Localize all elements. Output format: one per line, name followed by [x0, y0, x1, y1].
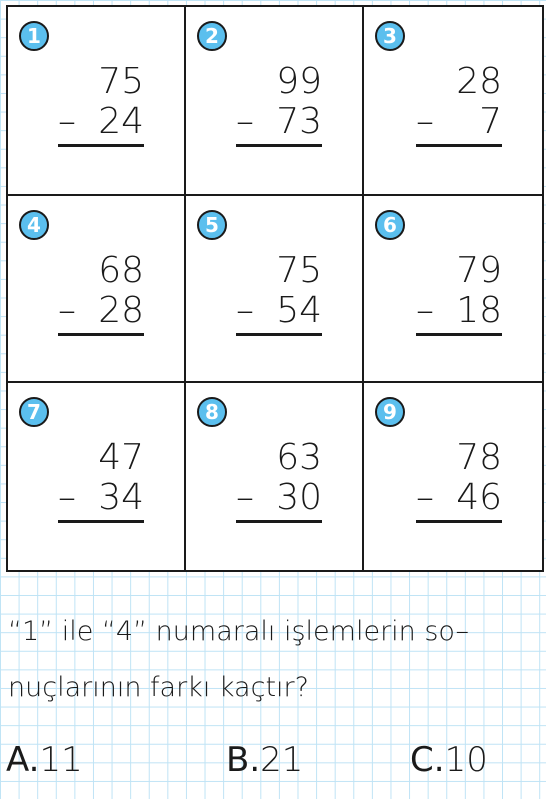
problem-number-badge: 9 [375, 397, 405, 427]
problem-cell-6 [364, 196, 542, 383]
option-value: 10 [444, 740, 488, 780]
minus-sign: – [416, 101, 434, 142]
minuend: 28 [456, 61, 502, 102]
subtrahend: 30 [276, 477, 322, 518]
result-line [236, 144, 322, 147]
option-letter: C. [410, 740, 445, 780]
subtraction [416, 62, 502, 147]
subtraction [58, 62, 144, 147]
problem-number-badge: 6 [375, 210, 405, 240]
problem-cell-2 [186, 7, 364, 196]
minuend: 79 [456, 250, 502, 291]
question-line-1: “1” ile “4” numaralı işlemlerin so– [8, 616, 469, 647]
minus-sign: – [58, 290, 76, 331]
answer-options [0, 740, 546, 796]
subtraction [416, 438, 502, 523]
subtraction [236, 251, 322, 336]
option-c[interactable] [410, 740, 488, 780]
result-line [416, 333, 502, 336]
problem-number-badge: 2 [197, 21, 227, 51]
subtrahend: 28 [98, 290, 144, 331]
subtrahend: 46 [456, 477, 502, 518]
minuend: 47 [98, 437, 144, 478]
subtrahend: 18 [456, 290, 502, 331]
problem-number-badge: 8 [197, 397, 227, 427]
subtrahend: 54 [276, 290, 322, 331]
option-letter: A. [6, 740, 40, 780]
minuend: 99 [276, 61, 322, 102]
result-line [236, 333, 322, 336]
minus-sign: – [236, 477, 254, 518]
problem-cell-8 [186, 383, 364, 570]
result-line [58, 520, 144, 523]
subtraction [58, 251, 144, 336]
option-a[interactable] [6, 740, 83, 780]
minuend: 75 [98, 61, 144, 102]
problem-cell-1 [8, 7, 186, 196]
minus-sign: – [58, 477, 76, 518]
problem-number-badge: 3 [375, 21, 405, 51]
problem-number-badge: 5 [197, 210, 227, 240]
problem-number-badge: 4 [19, 210, 49, 240]
minuend: 75 [276, 250, 322, 291]
minus-sign: – [58, 101, 76, 142]
minuend: 68 [98, 250, 144, 291]
problem-cell-5 [186, 196, 364, 383]
subtraction [58, 438, 144, 523]
question-text [8, 604, 538, 716]
option-value: 21 [260, 740, 304, 780]
result-line [58, 333, 144, 336]
subtrahend: 34 [98, 477, 144, 518]
problem-cell-7 [8, 383, 186, 570]
minuend: 63 [276, 437, 322, 478]
result-line [416, 520, 502, 523]
problem-cell-4 [8, 196, 186, 383]
subtrahend: 73 [276, 101, 322, 142]
problem-number-badge: 7 [19, 397, 49, 427]
subtraction [236, 438, 322, 523]
problem-number-badge: 1 [19, 21, 49, 51]
result-line [416, 144, 502, 147]
problem-grid [6, 5, 544, 572]
option-value: 11 [39, 740, 83, 780]
subtrahend: 7 [479, 101, 502, 142]
minus-sign: – [416, 477, 434, 518]
result-line [236, 520, 322, 523]
minuend: 78 [456, 437, 502, 478]
minus-sign: – [236, 101, 254, 142]
subtraction [416, 251, 502, 336]
option-letter: B. [226, 740, 261, 780]
minus-sign: – [236, 290, 254, 331]
problem-cell-3 [364, 7, 542, 196]
question-line-2: nuçlarının farkı kaçtır? [8, 672, 309, 703]
subtrahend: 24 [98, 101, 144, 142]
subtraction [236, 62, 322, 147]
problem-cell-9 [364, 383, 542, 570]
minus-sign: – [416, 290, 434, 331]
option-b[interactable] [226, 740, 303, 780]
result-line [58, 144, 144, 147]
